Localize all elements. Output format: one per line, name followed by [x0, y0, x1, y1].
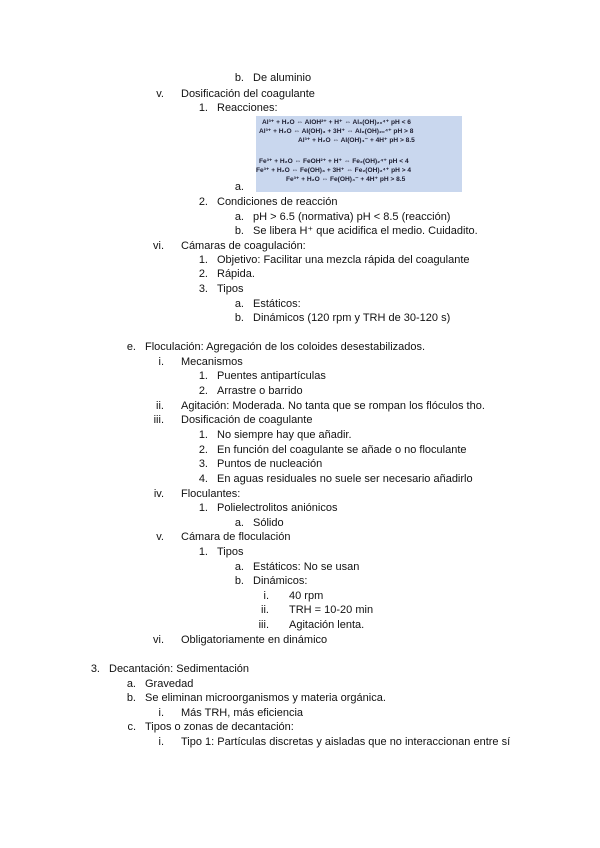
list-marker: i. — [158, 356, 164, 368]
list-marker: 1. — [198, 429, 208, 441]
reaction-equations-image — [256, 116, 462, 192]
list-item: Dinámicos (120 rpm y TRH de 30-120 s) — [253, 312, 451, 324]
list-marker: 4. — [198, 473, 208, 485]
list-item: Tipos — [217, 546, 244, 558]
list-item: Polielectrolitos aniónicos — [217, 502, 338, 514]
list-marker: i. — [158, 707, 164, 719]
list-marker: iii. — [153, 414, 164, 426]
list-item: Objetivo: Facilitar una mezcla rápida del coagulante — [217, 254, 470, 266]
list-item: Puntos de nucleación — [217, 458, 323, 470]
list-marker: b. — [234, 312, 244, 324]
list-item: Tipos o zonas de decantación: — [145, 721, 294, 733]
list-item: No siempre hay que añadir. — [217, 429, 352, 441]
list-item: TRH = 10-20 min — [289, 604, 374, 616]
list-item: Dosificación del coagulante — [181, 88, 315, 100]
list-marker: 2. — [198, 268, 208, 280]
equation: Al³⁺ + H₂O ⇔ AlOH²⁺ + H⁺ ⇔ Al₈(OH)₂₀⁴⁺ pH < 6 — [262, 119, 411, 126]
list-marker: a. — [234, 561, 244, 573]
list-marker: vi. — [153, 240, 164, 252]
list-item: Rápida. — [217, 268, 255, 280]
equation: Fe³⁺ + H₂O ⇔ Fe(OH)₄⁻ + 4H⁺ pH > 8.5 — [286, 176, 406, 183]
list-marker: 1. — [198, 546, 208, 558]
list-marker: 2. — [198, 444, 208, 456]
list-marker: v. — [156, 531, 164, 543]
list-item: Floculación: Agregación de los coloides desestabilizados. — [145, 341, 426, 353]
list-marker: ii. — [156, 400, 164, 412]
list-item: Reacciones: — [217, 102, 278, 114]
list-marker: v. — [156, 88, 164, 100]
list-marker: b. — [234, 225, 244, 237]
list-marker: a. — [234, 517, 244, 529]
list-marker: i. — [263, 590, 269, 602]
list-marker: e. — [126, 341, 136, 353]
list-item: Cámara de floculación — [181, 531, 291, 543]
list-item: Gravedad — [145, 678, 194, 690]
equation: Al³⁺ + H₂O ⇔ Al(OH)₄⁻ + 4H⁺ pH > 8.5 — [298, 137, 415, 144]
list-marker: 3. — [198, 283, 208, 295]
list-marker: 1. — [198, 102, 208, 114]
list-item: Obligatoriamente en dinámico — [181, 634, 328, 646]
list-item: Condiciones de reacción — [217, 196, 338, 208]
list-marker: a. — [234, 181, 244, 193]
list-marker: 3. — [90, 663, 100, 675]
list-marker: 1. — [198, 254, 208, 266]
list-item: Agitación: Moderada. No tanta que se rompan los flóculos tho. — [181, 400, 485, 412]
list-marker: iii. — [258, 619, 269, 631]
list-item: Tipo 1: Partículas discretas y aisladas que no interaccionan entre sí — [181, 736, 511, 748]
list-item: Mecanismos — [181, 356, 243, 368]
list-item: Sólido — [253, 517, 284, 529]
equation: Al³⁺ + H₂O ⇔ Al(OH)₃ + 3H⁺ ⇔ Al₈(OH)₂₀⁴⁺ pH > 8 — [259, 128, 414, 135]
list-item: Floculantes: — [181, 488, 241, 500]
list-item: Estáticos: No se usan — [253, 561, 360, 573]
list-item: Se libera H⁺ que acidifica el medio. Cuidadito. — [253, 225, 478, 237]
list-item: Tipos — [217, 283, 244, 295]
list-marker: a. — [234, 298, 244, 310]
list-marker: 2. — [198, 196, 208, 208]
list-item: Arrastre o barrido — [217, 385, 303, 397]
list-marker: 2. — [198, 385, 208, 397]
list-marker: ii. — [261, 604, 269, 616]
list-marker: b. — [126, 692, 136, 704]
list-item: Dinámicos: — [253, 575, 308, 587]
list-marker: a. — [126, 678, 136, 690]
list-marker: vi. — [153, 634, 164, 646]
list-item: 40 rpm — [289, 590, 324, 602]
list-item: Agitación lenta. — [289, 619, 365, 631]
list-item: Cámaras de coagulación: — [181, 240, 306, 252]
list-item: Se eliminan microorganismos y materia orgánica. — [145, 692, 386, 704]
list-item: De aluminio — [253, 72, 312, 84]
list-item: pH > 6.5 (normativa) pH < 8.5 (reacción) — [253, 211, 451, 223]
list-marker: 3. — [198, 458, 208, 470]
list-marker: 1. — [198, 502, 208, 514]
list-marker: b. — [234, 575, 244, 587]
list-item: En función del coagulante se añade o no floculante — [217, 444, 467, 456]
equation: Fe³⁺ + H₂O ⇔ Fe(OH)₃ + 3H⁺ ⇔ Fe₂(OH)₂⁴⁺ pH > 4 — [256, 167, 412, 174]
list-marker: b. — [234, 72, 244, 84]
list-item: Estáticos: — [253, 298, 301, 310]
list-item: En aguas residuales no suele ser necesario añadirlo — [217, 473, 473, 485]
list-item: Dosificación de coagulante — [181, 414, 313, 426]
equation: Fe³⁺ + H₂O ⇔ FeOH²⁺ + H⁺ ⇔ Fe₂(OH)₂⁴⁺ pH < 4 — [259, 158, 409, 165]
list-marker: 1. — [198, 370, 208, 382]
list-marker: a. — [234, 211, 244, 223]
list-marker: i. — [158, 736, 164, 748]
list-item: Puentes antipartículas — [217, 370, 326, 382]
list-item: Más TRH, más eficiencia — [181, 707, 304, 719]
list-marker: c. — [127, 721, 136, 733]
list-marker: iv. — [153, 488, 164, 500]
list-item: Decantación: Sedimentación — [109, 663, 250, 675]
